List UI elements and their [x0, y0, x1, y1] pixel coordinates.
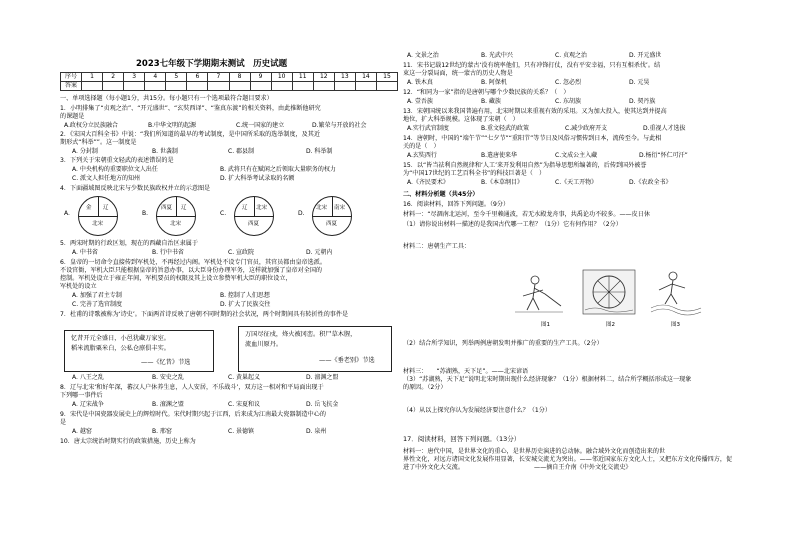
option: C. 忽必烈 — [555, 79, 582, 86]
sub-question: 的原因。（2分） — [403, 384, 447, 391]
option: B. 控制了人们思想 — [220, 292, 270, 299]
map-label: 西夏 — [326, 221, 338, 227]
col-number: 9 — [250, 73, 271, 82]
answer-cell[interactable] — [229, 82, 250, 91]
poem-source: ——《忆昔》节选 — [141, 359, 191, 366]
option: B. 澶渊之盟 — [152, 401, 184, 408]
map-label: 辽 — [181, 205, 187, 211]
option: A.《齐民要术》 — [407, 179, 449, 186]
answer-cell[interactable] — [208, 82, 229, 91]
question-stem: 4．下面疆域图反映北宋与少数民族政权并立的示意图是 — [60, 185, 211, 192]
answer-table-number-row — [61, 73, 398, 82]
answer-cell[interactable] — [250, 82, 271, 91]
question-stem: 6．皇帝的一切命令直接传到军机处，不再经过内阁。军机处不设专门官员，其官员都由皇帝选派。 — [60, 259, 326, 266]
material-text: 进了中外文化大交流。 ——摘自王介南《中外文化交流史》 — [403, 464, 632, 471]
option: B. 藏族 — [481, 98, 501, 105]
answer-cell[interactable] — [292, 82, 313, 91]
col-number: 2 — [103, 73, 124, 82]
option: A. 越窑 — [72, 428, 92, 435]
map-label: 北宋 — [256, 205, 268, 211]
option: C. 郡县制 — [228, 148, 255, 155]
option: B.中华文明的起源 — [148, 122, 197, 129]
option: B.遣唐使来华 — [481, 152, 518, 159]
question-stem: 下列哪一事件后 — [60, 392, 103, 399]
option: A. 壹吾族 — [407, 98, 433, 105]
water-wheel-illustration — [581, 266, 637, 318]
material-text: 界性文化，对远方诸国文化发展作用显著，长安城交流尤为突出。——邻近国家东方文化人士，又把东方文化传播四方，促 — [403, 456, 733, 463]
option: C. 派文人担任地方的知州 — [72, 175, 141, 182]
material-text: 材料三： “苏湖熟，天下足”。——北宋谚语 — [403, 368, 529, 375]
option: D.繁荣与开放的社会 — [312, 122, 367, 129]
answer-table-answer-row — [61, 82, 398, 91]
option: D. 澶渊之盟 — [306, 374, 339, 381]
question-stem: 8．辽与北宋‘和好年深，蕃汉人户休养生息，人人安居，不乐战斗’，双方这一相对和平局面出现于 — [60, 384, 324, 391]
option: C.文成公主入藏 — [555, 152, 598, 159]
poem-box-right — [238, 326, 392, 372]
poem-line: 稻米流脂粟米白，公私仓廪俱丰实。 — [71, 345, 170, 352]
map-label: 金 — [86, 205, 92, 211]
poem-source: ——《垂老别》节选 — [319, 357, 375, 364]
map-label: 北宋 — [316, 205, 328, 211]
question-stem: 1．小明排集了“贞观之治”、“开元盛世”、“玄奘西译”、“鉴真东渡”的相关资料，由此推断他研究 — [60, 105, 321, 112]
answer-cell[interactable] — [271, 82, 292, 91]
option: B.《本草纲目》 — [481, 179, 524, 186]
territory-map — [234, 196, 274, 236]
question-stem: 17．阅读材料，回答下列问题。（13分） — [403, 435, 521, 443]
territory-map — [78, 196, 118, 236]
sub-question: （4）从以上探究你认为发展经济要注意什么？（1分） — [403, 407, 551, 414]
answer-cell[interactable] — [376, 82, 397, 91]
map-label: 北宋 — [170, 221, 182, 227]
map-label: 西夏 — [248, 221, 260, 227]
map-option-label: A. — [64, 210, 70, 217]
question-stem: 军机处的设立 — [60, 283, 97, 290]
option: D.《农政全书》 — [629, 179, 672, 186]
answer-cell[interactable] — [103, 82, 124, 91]
question-stem: 3．下列关于宋朝重文轻武的表述错误的是 — [60, 157, 174, 164]
option: D. 扩大了民族交往 — [220, 301, 271, 308]
row-label-number: 序号 — [61, 73, 82, 82]
question-stem: 不设官衙，军机大臣只能根据皇帝的旨意办事，以大臣身份办理军务，这样就加强了皇帝对全国的 — [60, 267, 323, 274]
option: B. 武将只有在赋闲之后领取大量职务的权力 — [220, 166, 336, 173]
map-option-label: D. — [298, 210, 305, 217]
question-stem: 14．唐朝时，中国的“端午节”“七夕节”“重阳节”等节日及风俗习惯传到日本，流传至今。与此相 — [403, 135, 662, 142]
answer-cell[interactable] — [82, 82, 103, 91]
option: A. 文景之治 — [407, 52, 439, 59]
question-stem: 7．杜甫的诗歌被称为‘诗史’。下面两首诗反映了唐朝不同时期的社会状况，两个时期间具有转折性的事件是 — [60, 311, 349, 318]
curved-plough-illustration — [513, 270, 565, 318]
option: B. 光武中兴 — [481, 52, 513, 59]
option: B. 阿保机 — [481, 79, 507, 86]
option: D. 契丹族 — [629, 98, 656, 105]
option: D. 岳飞抗金 — [306, 401, 339, 408]
option: A. 辽宋战争 — [72, 401, 104, 408]
col-number: 11 — [292, 73, 313, 82]
map-label: 辽 — [103, 205, 109, 211]
map-label: 西夏 — [161, 205, 173, 211]
row-label-answer: 答案 — [61, 82, 82, 91]
option: A. 中书省 — [72, 249, 98, 256]
question-stem: 2．《宋国大百科全书》中说：“我们所知道的最早的考试制度，是中国所采取的选举制度，及其近 — [60, 131, 320, 138]
question-stem: 10．唐太宗统治时期实行的政策措施，历史上称为 — [60, 438, 196, 445]
option: D.重视人才选拔 — [643, 125, 686, 132]
figure-caption: 图2 — [606, 322, 615, 328]
map-label: 北宋 — [92, 221, 104, 227]
answer-cell[interactable] — [355, 82, 376, 91]
poem-line: 流血川原丹。 — [245, 341, 283, 348]
question-stem: 5．两宋时期的行政区划，现在的西藏自治区隶属于 — [60, 240, 198, 247]
question-stem: 12．“和同为一家”指的是唐朝与哪个少数民族的关系？（ ） — [403, 89, 570, 96]
option: C. 完善了选官制度 — [72, 301, 123, 308]
question-stem: 期形式“科举””。这一制度是 — [60, 139, 137, 146]
material-text: 材料一：唐代中国，是世界文化的重心，是世界历史演进的总动脉。融合域外文化而创造出来的世 — [403, 448, 666, 455]
left-column — [60, 0, 398, 550]
question-stem: 9．宋代是中国瓷器发展史上的辉煌时代。宋代时期兴起于江西，后来成为江南最大瓷器制造中心的 — [60, 411, 326, 418]
answer-cell[interactable] — [124, 82, 145, 91]
tube-wheel-illustration — [647, 266, 703, 318]
page-title: 2023七年级下学期期末测试 历史试题 — [136, 59, 288, 69]
col-number: 7 — [208, 73, 229, 82]
question-stem: 为“中国17世纪的工艺百科全书”的科技巨著是（ ） — [403, 170, 546, 177]
option: C.减少政府开支 — [565, 125, 608, 132]
question-stem: 地位，扩大科举规模。这体现了宋朝（ ） — [403, 116, 519, 123]
option: C. 贞观之治 — [555, 52, 588, 59]
option: D. 科举制 — [306, 148, 333, 155]
section-heading: 一、单项选择题（每小题1分，共15分。每小题只有一个选项最符合题目要求） — [60, 95, 273, 102]
option: B. 行中书省 — [152, 249, 184, 256]
question-stem: 束这一分裂局面，统一蒙古的历史人物是 — [403, 70, 513, 77]
question-stem: 的课题是 — [60, 113, 85, 120]
col-number: 12 — [313, 73, 334, 82]
option: D. 元朝内 — [306, 249, 333, 256]
figure-caption: 图1 — [541, 322, 550, 328]
option: C.统一国家的建立 — [236, 122, 285, 129]
option: C. 宣政院 — [228, 249, 255, 256]
territory-map — [312, 196, 352, 236]
map-label: 南宋 — [334, 205, 346, 211]
question-stem: 关的是（ ） — [403, 143, 440, 150]
col-number: 4 — [145, 73, 166, 82]
question-stem: 11．宋书记载12世纪的蒙古‘没有统率他们，只有冲锋打仗，没有平安幸福，只有互相杀伐’。结 — [403, 62, 661, 69]
poem-line: 忆昔开元全盛日，小邑犹藏万家室。 — [71, 335, 170, 342]
sub-question: （1）请你说出材料一描述的是我国古代哪一工程？（1分）它有何作用？（2分） — [403, 221, 622, 228]
map-label: 辽 — [242, 205, 248, 211]
answer-cell[interactable] — [187, 82, 208, 91]
sub-question: （3）“苏湖熟，天下足”说明北宋时期出现什么经济现象？（1分）根据材料二，结合所学概括形成这一现象 — [403, 376, 692, 383]
question-stem: 控制。军机处设立于雍正年间，军机要员的权限及其上设立参赞军机大臣的职位设立， — [60, 275, 292, 282]
sub-question: （2）结合所学知识，列举两例唐朝发明并推广的重要的生产工具。（2分） — [403, 340, 603, 347]
option: A.政权分立民族融合 — [64, 122, 118, 129]
map-option-label: B. — [142, 210, 149, 217]
answer-cell[interactable] — [145, 82, 166, 91]
answer-cell[interactable] — [313, 82, 334, 91]
option: D. 元昊 — [629, 79, 650, 86]
option: C. 景德镇 — [228, 428, 255, 435]
option: A. 中央机构的重要职位文人出任 — [72, 166, 158, 173]
option: D.杨衍“怀仁可汗” — [639, 152, 688, 159]
option: A.实行武官制度 — [407, 125, 449, 132]
col-number: 15 — [376, 73, 397, 82]
question-stem: 是 — [60, 419, 67, 426]
answer-cell[interactable] — [334, 82, 355, 91]
map-option-label: C. — [220, 210, 227, 217]
option: C. 黄巢起义 — [228, 374, 261, 381]
col-number: 14 — [355, 73, 376, 82]
option: A. 分封制 — [72, 148, 98, 155]
option: B. 邢窑 — [152, 428, 172, 435]
option: C.《天工开物》 — [555, 179, 598, 186]
col-number: 1 — [82, 73, 103, 82]
col-number: 3 — [124, 73, 145, 82]
option: C. 东胡族 — [555, 98, 582, 105]
option: A.玄奘西行 — [407, 152, 437, 159]
poem-line: 万国尽征戍，烽火被冈峦。积尸草木腥， — [245, 331, 357, 338]
material-text: 材料一：“尽涸南北运河，至今千里赖通波，若无水殿龙舟事，共禹论功不较多。——皮日休 — [403, 211, 650, 218]
col-number: 6 — [187, 73, 208, 82]
question-stem: 13．宋朝国统以来我国普遍有用，北宋时期以来重视有效的采用。又为加大投入，使其达到并提高 — [403, 108, 667, 115]
question-stem: 16．阅读材料，回答下列问题。（9分） — [403, 201, 510, 208]
option: B.重文轻武的政策 — [481, 125, 530, 132]
section-heading: 二、材料分析题（共45分） — [403, 191, 479, 198]
col-number: 13 — [334, 73, 355, 82]
option: B. 世袭制 — [152, 148, 178, 155]
option: D. 扩大科举考试录取的名额 — [220, 175, 295, 182]
answer-table — [60, 72, 398, 91]
option: B. 安史之乱 — [152, 374, 184, 381]
option: A. 八王之乱 — [72, 374, 104, 381]
figure-caption: 图3 — [671, 322, 680, 328]
col-number: 10 — [271, 73, 292, 82]
option: A. 铁木真 — [407, 79, 433, 86]
territory-map — [156, 196, 196, 236]
option: D. 泉州 — [306, 428, 327, 435]
material-text: 材料二：唐朝生产工具： — [403, 243, 471, 250]
poem-box-left — [64, 330, 214, 372]
right-column — [403, 0, 733, 550]
question-stem: 15．以“皆当祛利自然规律和‘人工’来开发利用自然”为指导思想所编著的，后传到国外被誉 — [403, 162, 647, 169]
col-number: 8 — [229, 73, 250, 82]
col-number: 5 — [166, 73, 187, 82]
option: C. 宋夏和议 — [228, 401, 261, 408]
option: D. 开元盛世 — [629, 52, 662, 59]
answer-cell[interactable] — [166, 82, 187, 91]
option: A. 加强了君主专制 — [72, 292, 122, 299]
